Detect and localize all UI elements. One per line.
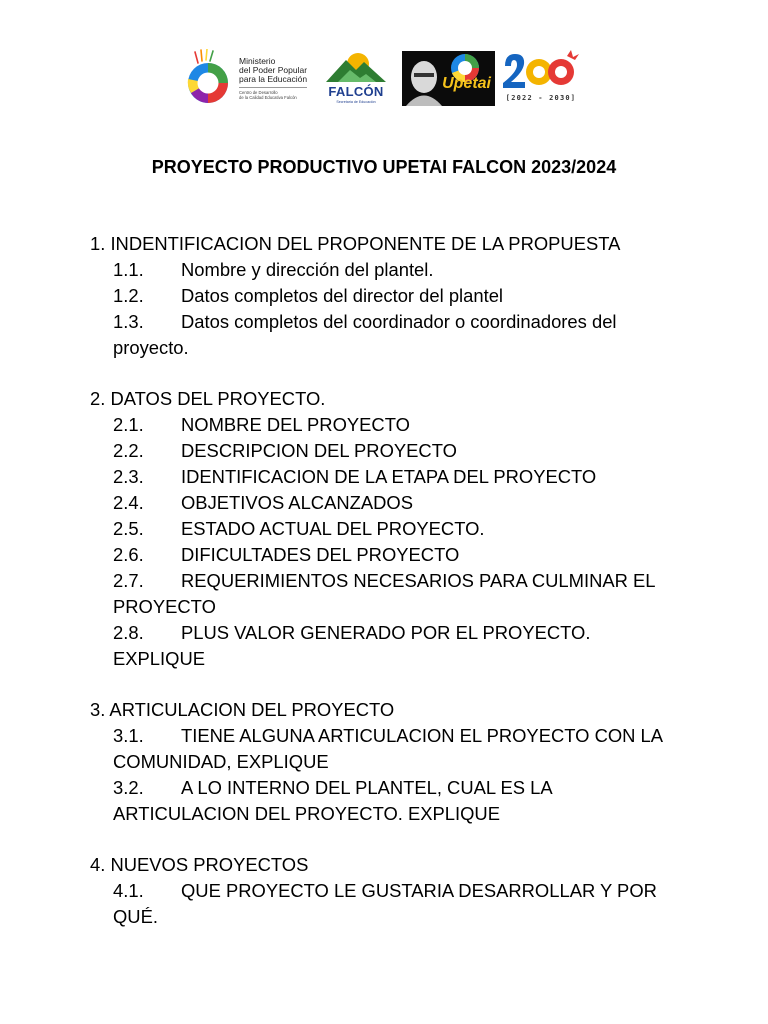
section-2: [0, 386, 768, 672]
list-item: [113, 723, 683, 775]
item-number: 2.4.: [113, 492, 144, 513]
item-text: Datos completos del coordinador o coordinadores del proyecto.: [113, 311, 617, 358]
section-heading: 2. DATOS DEL PROYECTO.: [90, 388, 326, 409]
item-number: 2.3.: [113, 466, 144, 487]
document-title: PROYECTO PRODUCTIVO UPETAI FALCON 2023/2024: [151, 157, 617, 177]
section-3: [0, 697, 768, 827]
ministerio-line-1: Ministerio: [239, 55, 276, 66]
ministerio-sub-1: Centro de Desarrollo: [239, 89, 278, 95]
list-item: [113, 878, 683, 930]
ministerio-line-2: del Poder Popular: [239, 64, 308, 75]
item-text: REQUERIMIENTOS NECESARIOS PARA CULMINAR EL PROYECTO: [113, 570, 655, 617]
list-item: [113, 309, 683, 361]
outline: [0, 231, 768, 955]
item-number: 3.1.: [113, 725, 144, 746]
item-text: DESCRIPCION DEL PROYECTO: [181, 440, 457, 461]
item-number: 2.7.: [113, 570, 144, 591]
item-text: NOMBRE DEL PROYECTO: [181, 414, 410, 435]
list-item: [113, 775, 683, 827]
item-text: Nombre y dirección del plantel.: [181, 259, 434, 280]
section-heading: 3. ARTICULACION DEL PROYECTO: [90, 699, 395, 720]
falcon-logo: [320, 48, 392, 108]
list-item: [113, 620, 683, 672]
item-text: A LO INTERNO DEL PLANTEL, CUAL ES LA ARTICULACION DEL PROYECTO. EXPLIQUE: [113, 777, 552, 824]
item-number: 3.2.: [113, 777, 144, 798]
item-text: IDENTIFICACION DE LA ETAPA DEL PROYECTO: [181, 466, 597, 487]
ministerio-sub-2: de la Calidad Educativa Falcón: [239, 94, 297, 100]
item-number: 2.8.: [113, 622, 144, 643]
item-number: 2.1.: [113, 414, 144, 435]
section-heading: 4. NUEVOS PROYECTOS: [90, 854, 309, 875]
list-item: [113, 412, 683, 438]
item-number: 4.1.: [113, 880, 144, 901]
item-text: DIFICULTADES DEL PROYECTO: [181, 544, 460, 565]
ministerio-emblem-icon: [184, 49, 234, 107]
upetai-name: Upetai: [442, 74, 491, 92]
item-number: 1.3.: [113, 311, 144, 332]
section-heading: 1. INDENTIFICACION DEL PROPONENTE DE LA PROPUESTA: [90, 233, 621, 254]
item-number: 2.6.: [113, 544, 144, 565]
falcon-sub: Secretaría de Educación: [336, 100, 376, 104]
falcon-name: FALCÓN: [328, 84, 384, 99]
item-text: QUE PROYECTO LE GUSTARIA DESARROLLAR Y POR QUÉ.: [113, 880, 657, 927]
item-number: 1.2.: [113, 285, 144, 306]
list-item: [113, 257, 683, 283]
list-item: [113, 568, 683, 620]
item-text: ESTADO ACTUAL DEL PROYECTO.: [181, 518, 485, 539]
item-text: OBJETIVOS ALCANZADOS: [181, 492, 413, 513]
section-4: [0, 852, 768, 930]
section-1: [0, 231, 768, 361]
list-item: [113, 464, 683, 490]
bicentenario-years: [2022 - 2030]: [505, 94, 577, 102]
list-item: [113, 490, 683, 516]
ministerio-logo: [184, 42, 314, 114]
list-item: [113, 438, 683, 464]
item-number: 1.1.: [113, 259, 144, 280]
bicentenario-200-icon: [501, 48, 581, 94]
item-text: PLUS VALOR GENERADO POR EL PROYECTO. EXPLIQUE: [113, 622, 591, 669]
ministerio-line-3: para la Educación: [239, 73, 308, 84]
item-text: TIENE ALGUNA ARTICULACION EL PROYECTO CON LA COMUNIDAD, EXPLIQUE: [113, 725, 663, 772]
list-item: [113, 516, 683, 542]
upetai-logo: [402, 51, 495, 106]
item-number: 2.2.: [113, 440, 144, 461]
item-text: Datos completos del director del plantel: [181, 285, 504, 306]
falcon-mountain-icon: [320, 48, 392, 86]
item-number: 2.5.: [113, 518, 144, 539]
bicentenario-logo: [501, 48, 581, 108]
list-item: [113, 283, 683, 309]
header-logos: [184, 42, 584, 114]
list-item: [113, 542, 683, 568]
